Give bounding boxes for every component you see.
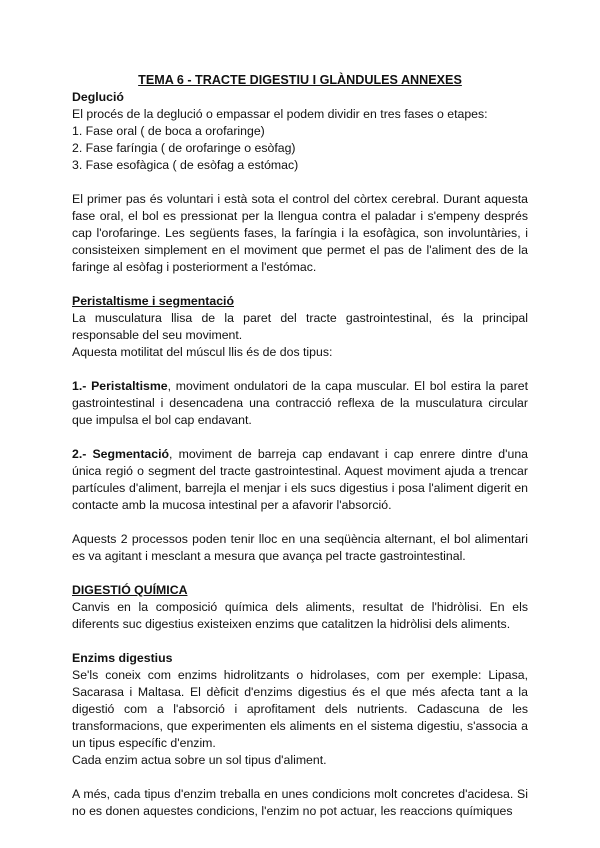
heading-peristaltisme: Peristaltisme i segmentació — [72, 294, 234, 308]
item-1-label: 1.- Peristaltisme — [72, 379, 168, 393]
phases-list — [72, 123, 528, 174]
peristaltisme-p3: Aquests 2 processos poden tenir lloc en una seqüència alternant, el bol alimentari es va agitant i mesclant a mesura que avança pel tracte gastrointestinal. — [72, 532, 528, 563]
item-2-label: 2.- Segmentació — [72, 447, 170, 461]
phase-item-2: 2. Fase faríngia ( de orofaringe o esòfag) — [72, 141, 296, 155]
heading-enzims: Enzims digestius — [72, 651, 173, 665]
item-1-text: , moviment ondulatori de la capa muscular. El bol estira la paret gastrointestinal i desencadena una contracció reflexa de la musculatura circular que impulsa el bol cap endavant. — [72, 379, 528, 427]
deglucio-intro: El procés de la deglució o empassar el podem dividir en tres fases o etapes: — [72, 107, 488, 121]
section-digestio — [72, 582, 528, 633]
phase-item-3: 3. Fase esofàgica ( de esòfag a estómac) — [72, 158, 299, 172]
peristaltisme-item-2 — [72, 446, 528, 514]
digestio-paragraph: Canvis en la composició química dels aliments, resultat de l'hidròlisi. En els diferents suc digestius existeixen enzims que catalitzen la hidròlisi dels aliments. — [72, 600, 528, 631]
section-enzims — [72, 650, 528, 820]
enzims-p2: Cada enzim actua sobre un sol tipus d'aliment. — [72, 753, 327, 767]
item-2-text: , moviment de barreja cap endavant i cap enrere dintre d'una única regió o segment del tracte gastrointestinal. Aquest moviment ajuda a trencar partícules d'aliment, barrejla el menjar i els sucs digestius i posa l'aliment digerit en contacte amb la mucosa intestinal per a afavorir l'absorció. — [72, 447, 528, 512]
peristaltisme-item-1 — [72, 378, 528, 429]
enzims-p1: Se'ls coneix com enzims hidrolitzants o hidrolases, com per exemple: Lipasa, Sacarasa i Maltasa. El dèficit d'enzims digestius és el que més afecta tant a la digestió com a l'absorció i aprofitament dels nutrients. Cadascuna de les transformacions, que experimenten els aliments en el sistema digestiu, s'associa a un tipus específic d'enzim. — [72, 668, 528, 750]
heading-digestio-quimica: DIGESTIÓ QUÍMICA — [72, 583, 188, 597]
section-peristaltisme — [72, 293, 528, 565]
heading-deglucio: Deglució — [72, 90, 124, 104]
enzims-p3: A més, cada tipus d'enzim treballa en unes condicions molt concretes d'acidesa. Si no es donen aquestes condicions, l'enzim no pot actuar, les reaccions químiques — [72, 787, 528, 818]
document-title: TEMA 6 - TRACTE DIGESTIU I GLÀNDULES ANNEXES — [138, 73, 462, 87]
section-deglucio — [72, 89, 528, 276]
deglucio-paragraph: El primer pas és voluntari i està sota el control del còrtex cerebral. Durant aquesta fase oral, el bol es pressionat per la llengua contra el paladar i s'empeny després cap l'orofaringe. Les següents fases, la faríngia i la esofàgica, son involuntàries, i consisteixen simplement en el moviment que permet el pas de l'aliment des de la faringe al esòfag i posteriorment a l'estómac. — [72, 192, 528, 274]
phase-item-1: 1. Fase oral ( de boca a orofaringe) — [72, 124, 265, 138]
peristaltisme-p2: Aquesta motilitat del múscul llis és de dos tipus: — [72, 345, 333, 359]
peristaltisme-p1: La musculatura llisa de la paret del tracte gastrointestinal, és la principal responsable del seu moviment. — [72, 311, 528, 342]
